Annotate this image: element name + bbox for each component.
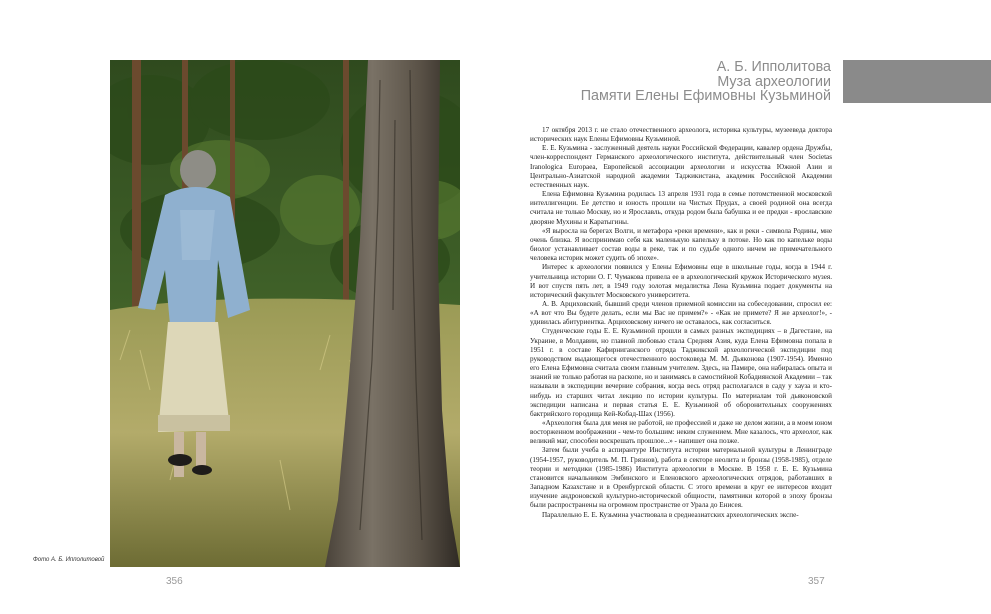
paragraph: Интерес к археологии появился у Елены Ефимовны еще в школьные годы, когда в 1944 г. учительница истории О. Г. Чумакова привела ее в археологический кружок Исторического музея. И вот спустя пять лет, в 1949 году золотая медалистка Лена Кузьмина подает документы на исторический факультет Московского университета. xyxy=(530,263,832,299)
paragraph: 17 октября 2013 г. не стало отечественного археолога, историка культуры, музееведа доктора исторических наук Елены Ефимовны Кузьминой. xyxy=(530,126,832,144)
paragraph: «Археология была для меня не работой, не профессией и даже не делом жизни, а в моем юном восторженном воображении - чем-то большим: неким служением. Мне казалось, что археолог, как великий маг, способен воскрешать прошлое...» - напишет она позже. xyxy=(530,419,832,446)
article-title: Муза археологии xyxy=(717,73,831,90)
page-number-right: 357 xyxy=(808,576,825,587)
paragraph: А. В. Арциховский, бывший среди членов приемной комиссии на собеседовании, спросил ее: «А вот что Вы будете делать, если мы Вас не примем?» - «Как не примете? Я же археолог!», - удивилась абитуриентка. Арциховскому ничего не оставалось, как согласиться. xyxy=(530,299,832,327)
article-header xyxy=(581,60,831,104)
article-body xyxy=(530,126,832,520)
article-subtitle: Памяти Елены Ефимовны Кузьминой xyxy=(580,88,831,105)
header-gray-band xyxy=(843,60,991,103)
author-name: А. Б. Ипполитова xyxy=(716,59,831,75)
paragraph: Параллельно Е. Е. Кузьмина участвовала в среднеазиатских археологических экспе- xyxy=(542,510,799,519)
paragraph: Е. Е. Кузьмина - заслуженный деятель науки Российской Федерации, кавалер ордена Дружбы, член-корреспондент Германского археологического института, действительный член Societas Iranologica Europaea, Европейской ассоциации археологии и искусства Южной Азии и Центрально-Азиатской народной академии Таджикистана, академик Российской Академии естественных наук. xyxy=(530,144,832,189)
paragraph: Студенческие годы Е. Е. Кузьминой прошли в самых разных экспедициях – в Дагестане, на Украине, в Молдавии, но главной любовью стала Средняя Азия, куда Елена Ефимовна попала в 1951 г. в составе Кафирниганского отряда Таджикской археологической экспедиции под руководством выдающегося отечественного востоковеда М. М. Дьяконова (1907-1954). Именно его Елена Ефимовна считала своим главным учителем. Здесь, на Памире, она набиралась опыта и знаний не только работая на раскопе, но и занимаясь в самостийной Кобадиянской Академии – так называли в экспедиции вечерние собрания, когда весь отряд располагался в саду у хауза и кто-нибудь из старших читал лекцию по истории культуры. По материалам той дьяконовской экспедиции написана и первая статья Е. Е. Кузьминой об оборонительных сооружениях бактрийского городища Кей-Кобад-Шах (1956). xyxy=(530,327,832,418)
photo-caption: Фото А. Б. Ипполитовой xyxy=(33,557,105,563)
forest-photo xyxy=(110,60,460,567)
paragraph: Елена Ефимовна Кузьмина родилась 13 апреля 1931 года в семье потомственной московской интеллигенции. Ее детство и юность прошли на Чистых Прудах, а своей родиной она всегда считала не только Москву, но и Ярославль, откуда родом была бабушка и ее предки - ярославские дворяне Мухины и Каратыгины. xyxy=(530,190,832,226)
page-number-left: 356 xyxy=(166,576,183,587)
paragraph: «Я выросла на берегах Волги, и метафора «реки времени», как и реки - символа Родины, мне очень близка. Я воспринимаю себя как маленькую капельку в потоке. Но как по капельке воды биолог устанавливает состав воды в реке, так и по судьбе одного ничем не примечательного человека историк может судить об эпохе». xyxy=(530,226,832,263)
paragraph: Затем были учеба в аспирантуре Института истории материальной культуры в Ленинграде (1954-1957, руководитель М. П. Грязнов), работа в секторе неолита и бронзы (1958-1985), отделе теории и методики (1985-1986) Института археологии в Москве. В 1958 г. Е. Е. Кузьмина становится начальником Эмбинского и Еленовского археологических отрядов, работавших в Западном Казахстане и в Оренбургской области. С этого времени в круг ее интересов входит изучение андроновской культурно-исторической общности, памятники которой в эпоху бронзы были распространены на огромном пространстве от Урала до Енисея. xyxy=(530,446,832,510)
